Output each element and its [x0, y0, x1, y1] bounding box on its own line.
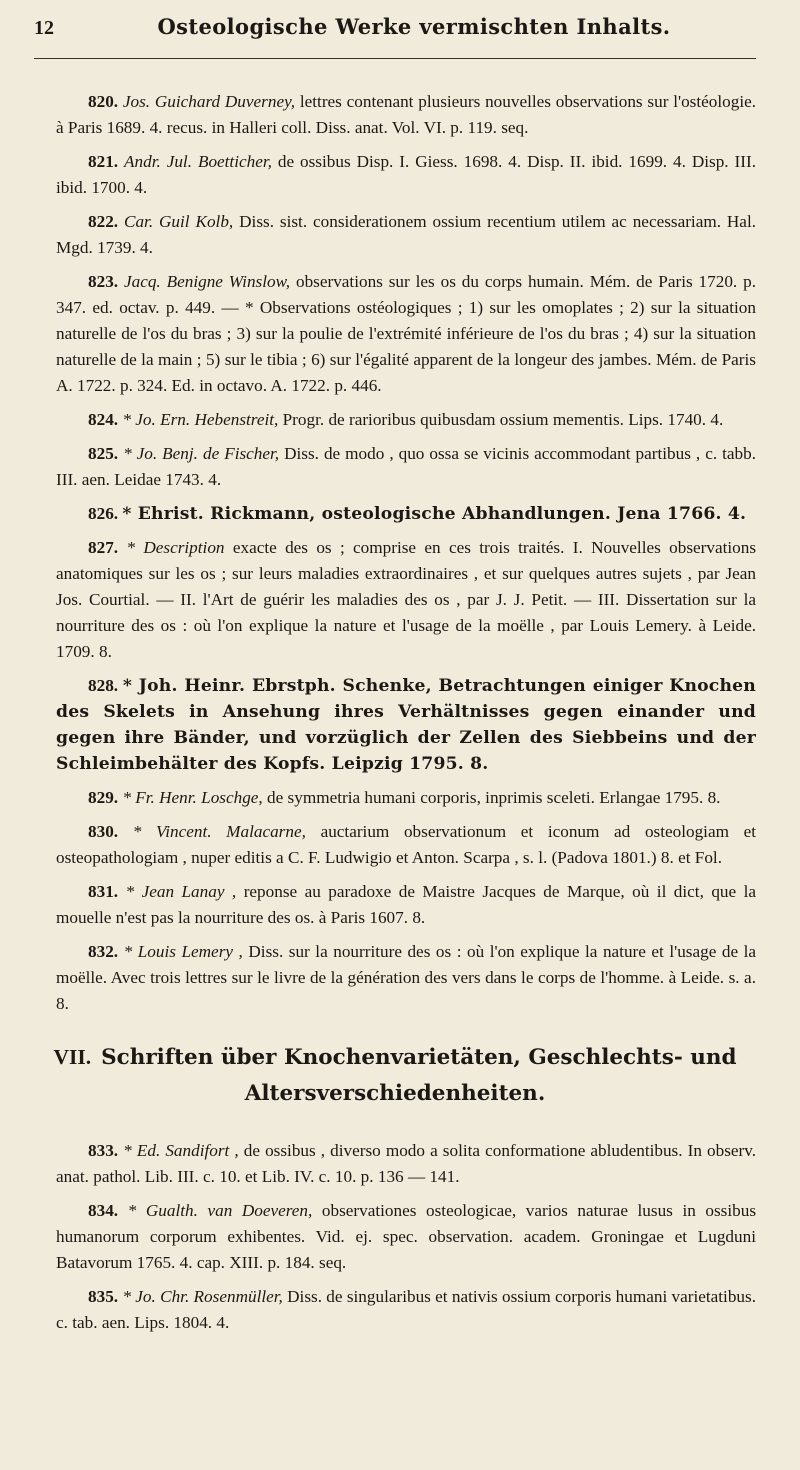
- entry-text: lettres contenant plusieurs nouvelles observations sur l'ostéologie. à Paris 1689. 4. recus. in Halleri coll. Diss. anat. Vol. VI. p. 119. seq.: [56, 92, 757, 137]
- entry-826: [56, 501, 756, 527]
- entry-text: Diss. de singularibus et nativis ossium corporis humani varietatibus. c. tab. aen. Lips. 1804. 4.: [56, 1287, 756, 1332]
- entry-author: * Jo. Benj. de Fischer,: [123, 444, 280, 463]
- running-title: Osteologische Werke vermischten Inhalts.: [157, 14, 671, 39]
- entry-author: * Ed. Sandifort ,: [123, 1141, 239, 1160]
- entry-text: Progr. de rarioribus quibusdam ossium mementis. Lips. 1740. 4.: [282, 410, 724, 429]
- entry-text: exacte des os ; comprise en ces trois traités. I. Nouvelles observations anatomiques sur les os ; sur leurs maladies extraordinaires , et sur quelques autres sujets , par Jean Jos. Courtial. — II. l'Art de guérir les maladies des os , par J. J. Petit. — III. Dissertation sur la nourriture des os : où l'on explique la nature et l'usage de la moëlle , par Louis Lemery. à Leide. 1709. 8.: [56, 538, 757, 661]
- entry-text: Diss. sist. considerationem ossium recentium utilem ac necessariam. Hal. Mgd. 1739. 4.: [56, 212, 757, 257]
- entry-number: 827.: [88, 538, 119, 557]
- entry-827: [56, 535, 756, 665]
- entry-text: Diss. sur la nourriture des os : où l'on explique la nature et l'usage de la moëlle. Avec trois lettres sur le livre de la génération des vers dans le corps de l'homme. à Leide. s. a. 8.: [56, 942, 757, 1013]
- section-title-continued: Altersverschiedenheiten.: [244, 1081, 546, 1106]
- entry-text: reponse au paradoxe de Maistre Jacques de Marque, où il dict, que la mouelle n'est pas la nourriture des os. à Paris 1607. 8.: [56, 882, 757, 927]
- page-number: 12: [34, 17, 54, 39]
- entry-822: [56, 209, 756, 261]
- entry-825: [56, 441, 756, 493]
- entry-author: * Gualth. van Doeveren,: [127, 1201, 313, 1220]
- entry-author: * Jo. Ern. Hebenstreit,: [122, 410, 279, 429]
- entry-text: * Joh. Heinr. Ebrstph. Schenke, Betrachtungen einiger Knochen des Skelets in Ansehung ihres Verhältnisses gegen einander und gegen ihre Bänder, und vorzüglich der Zellen des Siebbeins und der Schleimbehälter des Kopfs. Leipzig 1795. 8.: [56, 676, 756, 774]
- section-heading-line-1: [34, 1039, 756, 1076]
- entry-text: observations sur les os du corps humain. Mém. de Paris 1720. p. 347. ed. octav. p. 449. — * Observations ostéologiques ; 1) sur les omoplates ; 2) sur la situation naturelle de l'os du bras ; 3) sur la poulie de l'extrémité inférieure de l'os du bras ; 4) sur la situation naturelle de la main ; 5) sur le tibia ; 6) sur l'égalité apparent de la longeur des jambes. Mém. de Paris A. 1722. p. 324. Ed. in octavo. A. 1722. p. 446.: [56, 272, 756, 395]
- entry-number: 820.: [88, 92, 119, 111]
- entry-number: 831.: [88, 882, 119, 901]
- entry-833: [56, 1138, 756, 1190]
- entry-834: [56, 1198, 756, 1276]
- entry-author: * Fr. Henr. Loschge,: [122, 788, 263, 807]
- entry-number: 833.: [88, 1141, 119, 1160]
- entry-number: 823.: [88, 272, 119, 291]
- entry-text: Diss. de modo , quo ossa se vicinis accommodant partibus , c. tabb. III. aen. Leidae 1743. 4.: [56, 444, 756, 489]
- entry-text: observationes osteologicae, varios naturae lusus in ossibus humanorum corporum exhibentes. Vid. ej. spec. observation. academ. Groningae et Lugduni Batavorum 1765. 4. cap. XIII. p. 184. seq.: [56, 1201, 757, 1272]
- entry-text: * Ehrist. Rickmann, osteologische Abhandlungen. Jena 1766. 4.: [122, 504, 747, 524]
- entry-828: [56, 673, 756, 777]
- section-heading: [34, 1039, 756, 1112]
- entry-number: 824.: [88, 410, 119, 429]
- entry-number: 826.: [88, 504, 119, 523]
- entry-text: de ossibus Disp. I. Giess. 1698. 4. Disp. II. ibid. 1699. 4. Disp. III. ibid. 1700. 4.: [56, 152, 757, 197]
- section-number: VII.: [53, 1045, 92, 1069]
- entry-832: [56, 939, 756, 1017]
- entry-number: 830.: [88, 822, 119, 841]
- entry-830: [56, 819, 756, 871]
- entry-author: * Louis Lemery ,: [123, 942, 243, 961]
- entry-text: de symmetria humani corporis, inprimis sceleti. Erlangae 1795. 8.: [267, 788, 721, 807]
- entry-author: Jos. Guichard Duverney,: [122, 92, 296, 111]
- entry-829: [56, 785, 756, 811]
- running-head: [34, 14, 756, 59]
- entry-820: [56, 89, 756, 141]
- entry-author: * Jean Lanay ,: [125, 882, 237, 901]
- entry-number: 825.: [88, 444, 119, 463]
- entry-text: de ossibus , diverso modo a solita conformatione abludentibus. In observ. anat. pathol. Lib. III. c. 10. et Lib. IV. c. 10. p. 136 — 141.: [56, 1141, 757, 1186]
- entry-831: [56, 879, 756, 931]
- entry-number: 828.: [88, 676, 119, 695]
- entry-text: auctarium observationum et iconum ad osteologiam et osteopathologiam , nuper editis a C. F. Ludwigio et Anton. Scarpa , s. l. (Padova 1801.) 8. et Fol.: [56, 822, 757, 867]
- section-title: Schriften über Knochenvarietäten, Geschlechts- und: [101, 1045, 737, 1070]
- entry-author: * Vincent. Malacarne,: [132, 822, 306, 841]
- entry-number: 834.: [88, 1201, 119, 1220]
- entry-824: [56, 407, 756, 433]
- entry-number: 821.: [88, 152, 119, 171]
- entry-823: [56, 269, 756, 399]
- entry-number: 829.: [88, 788, 119, 807]
- entry-821: [56, 149, 756, 201]
- entry-number: 822.: [88, 212, 119, 231]
- entry-author: Jacq. Benigne Winslow,: [123, 272, 291, 291]
- entry-number: 835.: [88, 1287, 119, 1306]
- entry-835: [56, 1284, 756, 1336]
- bibliography-entries: [53, 89, 757, 1336]
- entry-author: Car. Guil Kolb,: [123, 212, 234, 231]
- entry-author: * Description: [126, 538, 225, 557]
- entry-number: 832.: [88, 942, 119, 961]
- entry-author: Andr. Jul. Boetticher,: [124, 152, 272, 171]
- entry-author: * Jo. Chr. Rosenmüller,: [122, 1287, 283, 1306]
